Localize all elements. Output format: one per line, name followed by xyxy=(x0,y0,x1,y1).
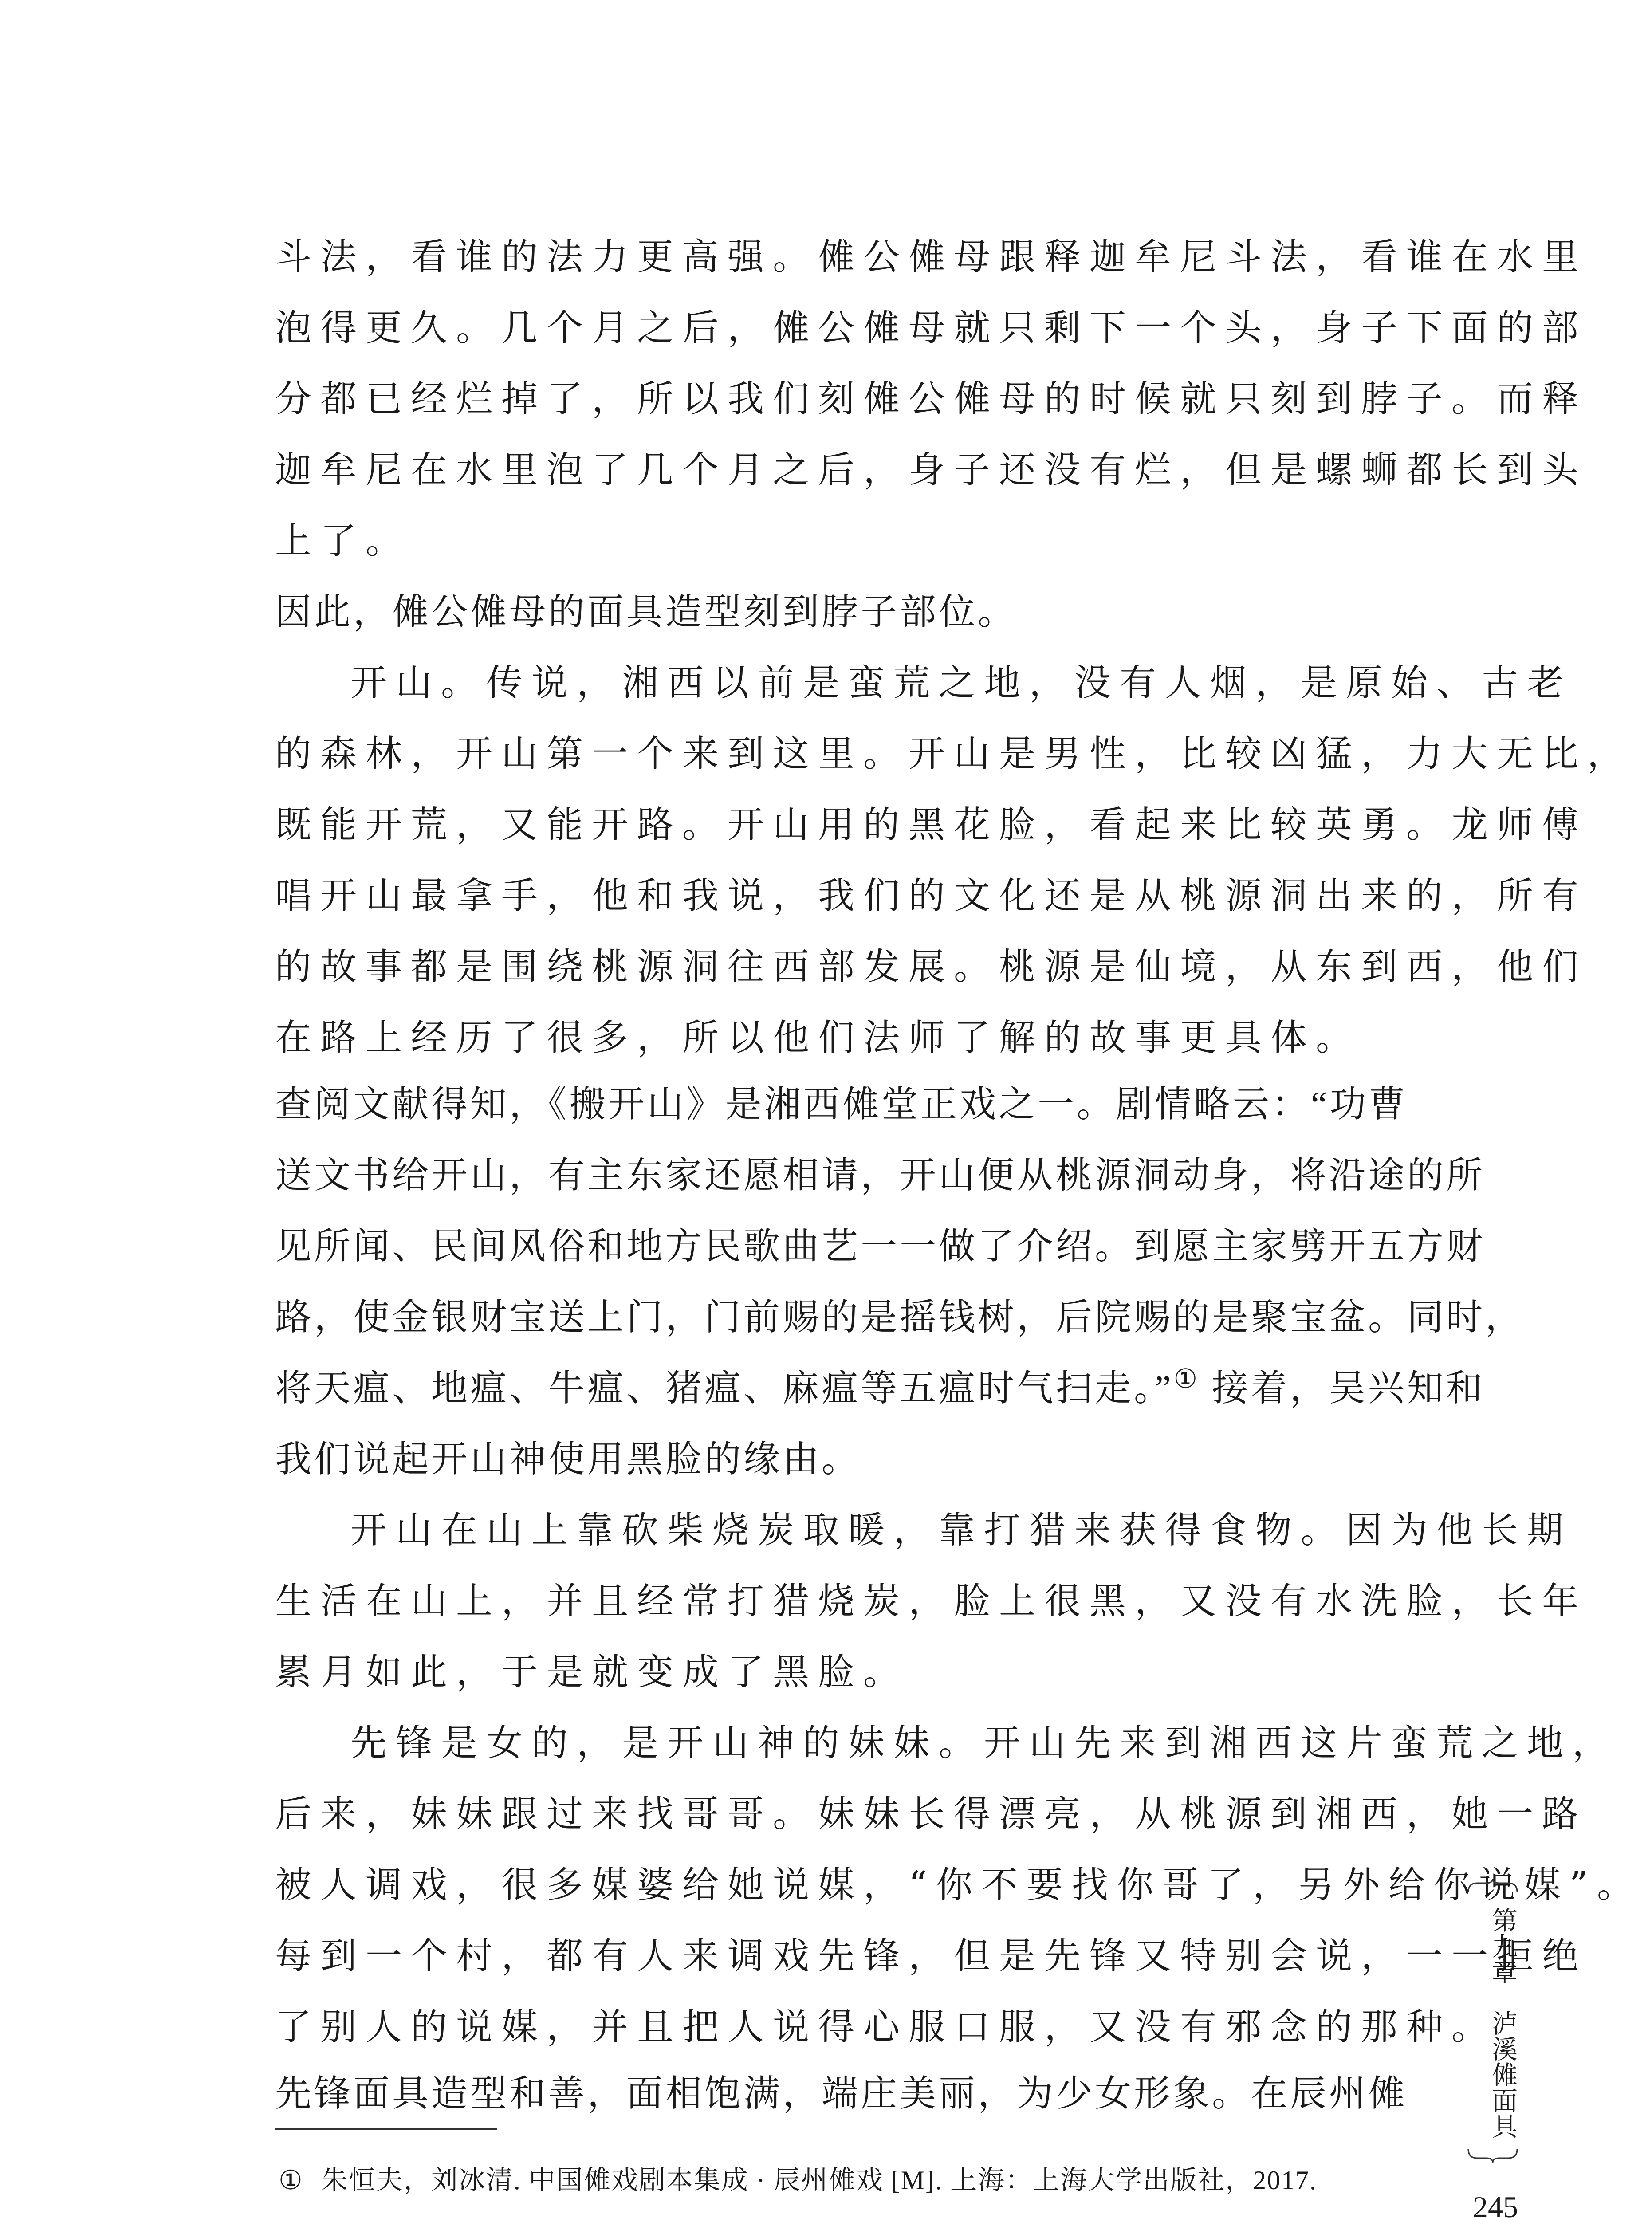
text-line: 开山。传说，湘西以前是蛮荒之地，没有人烟，是原始、古老 xyxy=(350,662,1573,704)
text-line: 的森林，开山第一个来到这里。开山是男性，比较凶猛，力大无比， xyxy=(275,733,1633,775)
text-line: 开山在山上靠砍柴烧炭取暖，靠打猎来获得食物。因为他长期 xyxy=(350,1509,1573,1551)
footnote xyxy=(279,2163,1317,2198)
footnote-marker[interactable]: ① xyxy=(1173,1364,1200,1394)
text-line: 斗法，看谁的法力更高强。傩公傩母跟释迦牟尼斗法，看谁在水里 xyxy=(275,236,1588,278)
text-line: 先锋面具造型和善，面相饱满，端庄美丽，为少女形象。在辰州傩 xyxy=(275,2073,1408,2114)
text-line: 上了。 xyxy=(275,520,411,562)
text-line: 送文书给开山，有主东家还愿相请，开山便从桃源洞动身，将沿途的所 xyxy=(275,1155,1486,1196)
text-line: 被人调戏，很多媒婆给她说媒，“你不要找你哥了，另外给你说媒”。 xyxy=(275,1864,1642,1906)
text-line: 生活在山上，并且经常打猎烧炭，脸上很黑，又没有水洗脸，长年 xyxy=(275,1580,1588,1622)
text-line: 先锋是女的，是开山神的妹妹。开山先来到湘西这片蛮荒之地， xyxy=(350,1722,1618,1764)
text-line: 查阅文献得知，《搬开山》是湘西傩堂正戏之一。剧情略云：“功曹 xyxy=(275,1084,1408,1125)
text-line: 我们说起开山神使用黑脸的缘由。 xyxy=(275,1439,861,1479)
text-segment: 将天瘟、地瘟、牛瘟、猪瘟、麻瘟等五瘟时气扫走。” xyxy=(275,1368,1174,1408)
text-line: 路，使金银财宝送上门，门前赐的是摇钱树，后院赐的是聚宝盆。同时， xyxy=(275,1297,1525,1337)
text-line: 累月如此，于是就变成了黑脸。 xyxy=(275,1651,909,1693)
text-line: 迦牟尼在水里泡了几个月之后，身子还没有烂，但是螺蛳都长到头 xyxy=(275,449,1588,491)
text-line: 既能开荒，又能开路。开山用的黑花脸，看起来比较英勇。龙师傅 xyxy=(275,804,1588,846)
footnote-text: 朱恒夫，刘冰清. 中国傩戏剧本集成 · 辰州傩戏 [M]. 上海：上海大学出版社，2017. xyxy=(321,2166,1318,2195)
chapter-label: 第九章 泸溪傩面具 xyxy=(1487,1907,1518,2139)
text-line: 在路上经历了很多，所以他们法师了解的故事更具体。 xyxy=(275,1017,1361,1059)
text-line: 见所闻、民间风俗和地方民歌曲艺一一做了介绍。到愿主家劈开五方财 xyxy=(275,1226,1486,1266)
footnote-divider xyxy=(275,2128,497,2130)
footnote-number: ① xyxy=(279,2166,303,2195)
page-number: 245 xyxy=(1473,2190,1518,2218)
text-line: 了别人的说媒，并且把人说得心服口服，又没有邪念的那种。 xyxy=(275,2006,1497,2048)
text-line: 因此，傩公傩母的面具造型刻到脖子部位。 xyxy=(275,592,1017,632)
text-line: 每到一个村，都有人来调戏先锋，但是先锋又特别会说，一一拒绝 xyxy=(275,1935,1588,1977)
text-segment: 接着，吴兴知和 xyxy=(1200,1368,1485,1408)
text-line: 的故事都是围绕桃源洞往西部发展。桃源是仙境，从东到西，他们 xyxy=(275,946,1588,988)
text-line-with-footnote xyxy=(275,1366,1485,1411)
text-line: 泡得更久。几个月之后，傩公傩母就只剩下一个头，身子下面的部 xyxy=(275,307,1588,349)
text-line: 分都已经烂掉了，所以我们刻傩公傩母的时候就只刻到脖子。而释 xyxy=(275,378,1588,420)
text-line: 后来，妹妹跟过来找哥哥。妹妹长得漂亮，从桃源到湘西，她一路 xyxy=(275,1793,1588,1835)
text-line: 唱开山最拿手，他和我说，我们的文化还是从桃源洞出来的，所有 xyxy=(275,875,1588,917)
